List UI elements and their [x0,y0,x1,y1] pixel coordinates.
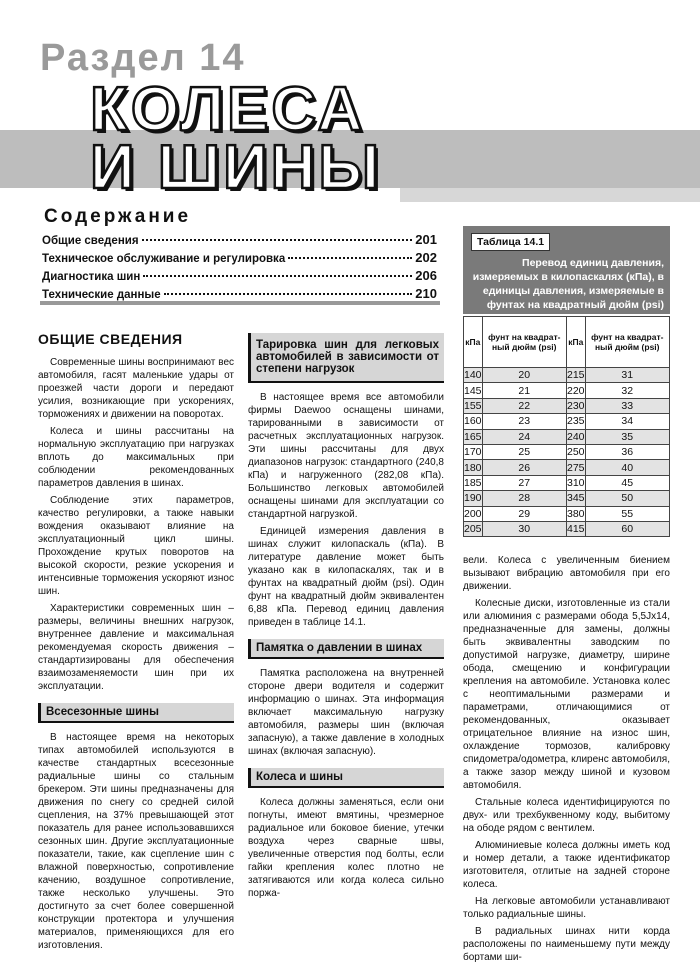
paragraph: Колеса и шины рассчитаны на нормальную эксплуатацию при нагрузках вплоть до максимальных при соблюдении рекомендованных параметров давления в шинах. [38,426,234,489]
toc-page: 202 [415,250,437,265]
paragraph: Алюминиевые колеса должны иметь код и номер детали, а также идентификатор изготовителя, отлитые на задней стороне колеса. [463,840,670,890]
table-cell: 40 [585,460,669,475]
column-2 [248,333,444,904]
toc-label: Техническое обслуживание и регулировка [42,253,286,265]
table-cell: 155 [464,399,482,412]
table-row [464,521,670,536]
toc-leader [142,239,413,241]
table-row [464,414,670,429]
table-cell: 145 [464,384,482,397]
paragraph: Памятка расположена на внутренней стороне двери водителя и содержит информацию о шинах. Эта информация включает максимальную нагрузку автомобиля, размеры шин (включая запасную), а также давление в холодных шинах (включая запасную). [248,668,444,757]
table-cell: 140 [464,369,482,382]
table-cell: 180 [464,461,482,474]
table-cell: 310 [567,476,585,489]
table-cell: 250 [567,446,585,459]
table-cell: 185 [464,476,482,489]
table-cell: 27 [482,475,566,490]
contents-divider [40,301,440,305]
toc-page: 206 [415,268,437,283]
table-cell: 30 [482,521,566,536]
table-row [464,383,670,398]
table-cell: 220 [567,384,585,397]
toc-entry[interactable] [42,268,437,286]
table-cell: 20 [482,368,566,383]
chapter-title-line1: КОЛЕСА [90,75,366,144]
table-cell: 190 [464,492,482,505]
table-cell: 200 [464,507,482,520]
table-header-cell: фунт на квадрат-ный дюйм (psi) [482,317,566,368]
chapter-title-line2: И ШИНЫ [90,133,383,202]
table-cell: 31 [585,368,669,383]
table-row [464,460,670,475]
paragraph: вели. Колеса с увеличенным биением вызывают вибрацию автомобиля при его движении. [463,555,670,592]
table-row [464,368,670,383]
table-cell: 32 [585,383,669,398]
toc-entry[interactable] [42,232,437,250]
table-cell: 34 [585,414,669,429]
table-caption: Перевод единиц давления, измеряемых в килопаскалях (кПа), в единицы давления, измеряемые в фунтах на квадратный дюйм (psi) [472,257,664,311]
table-cell: 36 [585,444,669,459]
toc-leader [288,257,412,259]
toc-leader [143,275,412,277]
table-cell: 55 [585,506,669,521]
paragraph: Современные шины воспринимают вес автомобиля, гасят маленькие удары от проезжей части дороги и передают усилия, возникающие при ускорениях, торможениях и движении на поворотах. [38,357,234,420]
table-cell: 60 [585,521,669,536]
table-row [464,475,670,490]
table-cell: 45 [585,475,669,490]
toc-page: 201 [415,232,437,247]
table-cell: 35 [585,429,669,444]
table-cell: 33 [585,398,669,413]
paragraph: Единицей измерения давления в шинах служит килопаскаль (кПа). В литературе давление может быть указано как в килопаскалях, так и в фунтах на квадратный дюйм (psi). Один фунт на квадратный дюйм эквивалентен 6,88 кПа. Перевод единиц давления приведен в таблице 14.1. [248,526,444,628]
subheading-tire-pressure-placard: Памятка о давлении в шинах [248,639,444,659]
table-cell: 215 [567,369,585,382]
toc-label: Диагностика шин [42,271,141,283]
paragraph: Стальные колеса идентифицируются по двух- или трехбуквенному коду, выбитому на ободе рядом с вентилем. [463,797,670,834]
subheading-tire-load-rating: Тарировка шин для легковых автомобилей в зависимости от степени нагрузок [248,333,444,383]
paragraph: Соблюдение этих параметров, качество регулировки, а также навыки вождения оказывают влияние на эксплуатационный цикл шины. Прохождение крутых поворотов на высокой скорости, резкие ускорения и интенсивные торможения ускоряют износ шин. [38,495,234,597]
table-cell: 24 [482,429,566,444]
table-row [464,398,670,413]
section-number: Раздел 14 [40,37,246,79]
table-of-contents [42,232,437,304]
toc-entry[interactable] [42,250,437,268]
subheading-wheels-and-tires: Колеса и шины [248,768,444,788]
table-row [464,429,670,444]
paragraph: Характеристики современных шин – размеры, величины внешних нагрузок, внутреннее давление и максимальная рекомендуемая скорость движения – стандартизированы для обеспечения взаимозаменяемости шин при их эксплуатации. [38,603,234,692]
table-cell: 23 [482,414,566,429]
table-header-cell: фунт на квадрат-ный дюйм (psi) [585,317,669,368]
table-cell: 235 [567,415,585,428]
pressure-conversion-table [463,316,670,537]
table-cell: 415 [567,523,585,536]
table-cell: 25 [482,444,566,459]
section-heading-general: ОБЩИЕ СВЕДЕНИЯ [38,331,183,347]
table-cell: 28 [482,491,566,506]
table-cell: 170 [464,446,482,459]
toc-page: 210 [415,286,437,301]
subheading-all-season-tires: Всесезонные шины [38,703,234,723]
paragraph: Колеса должны заменяться, если они погнуты, имеют вмятины, чрезмерное радиальное или боковое биение, утечки воздуха через сварные швы, увеличенные отверстия под болты, если гайки крепления колес плотно не затягиваются или когда колеса сильно поржа- [248,797,444,899]
table-cell: 26 [482,460,566,475]
table-row [464,491,670,506]
contents-title: Содержание [44,206,192,227]
table-cell: 345 [567,492,585,505]
table-header-row [464,317,670,368]
toc-leader [164,293,413,295]
paragraph: В настоящее время на некоторых типах автомобилей используются в качестве стандартных всесезонные радиальные шины со стальным брекером. Эти шины предназначены для движения по снегу со средней силой сцепления, на 37% превышающей этот показатель для ранее использовавшихся сезонных шин. Другие эксплуатационные показатели, такие, как сцепление шин с влажной поверхностью, сопротивление качению, воздушное сопротивление, также несколько улучшены. Это достигнуто за счет более совершенной конструкции протектора и улучшения материалов, применяющихся для его изготовления. [38,732,234,951]
table-cell: 21 [482,383,566,398]
paragraph: В настоящее время все автомобили фирмы Daewoo оснащены шинами, тарированными в зависимости от расчетных эксплуатационных нагрузок. Эти шины рассчитаны для двух диапазонов нагрузок: стандартного (240,8 кПа) и нагруженного (282,08 кПа). Большинство легковых автомобилей оснащены шинами для эксплуатации со стандартной нагрузкой. [248,392,444,520]
toc-label: Общие сведения [42,235,139,247]
paragraph: На легковые автомобили устанавливают только радиальные шины. [463,896,670,920]
table-cell: 29 [482,506,566,521]
table-header-cell: кПа [464,317,483,368]
column-3 [463,554,670,968]
table-row [464,444,670,459]
table-cell: 380 [567,507,585,520]
table-cell: 22 [482,398,566,413]
table-cell: 205 [464,523,482,536]
table-cell: 240 [567,430,585,443]
table-cell: 275 [567,461,585,474]
header-grey-band-lower [400,188,700,202]
table-header-panel [463,226,670,314]
paragraph: Колесные диски, изготовленные из стали или алюминия с размерами обода 5,5Jx14, предназначенные для замены, должны быть эквивалентны заводским по допустимой нагрузке, диаметру, ширине обода, смещению и конфигурации крепления на автомобиле. Установка колес с неоптимальными размерами и параметрами, отличающимися от рекомендованных, оказывает отрицательное влияние на износ шин, охлаждение тормозов, калибровку спидометра/одометра, клиренс автомобиля, а также зазор между шиной и кузовом автомобиля. [463,598,670,791]
table-cell: 50 [585,491,669,506]
table-cell: 160 [464,415,482,428]
paragraph: В радиальных шинах нити корда расположены по наименьшему пути между бортами ши- [463,926,670,963]
table-cell: 230 [567,399,585,412]
table-header-cell: кПа [567,317,586,368]
column-1 [38,333,234,956]
table-row [464,506,670,521]
table-cell: 165 [464,430,482,443]
table-number-badge: Таблица 14.1 [471,233,550,251]
toc-label: Технические данные [42,289,161,301]
